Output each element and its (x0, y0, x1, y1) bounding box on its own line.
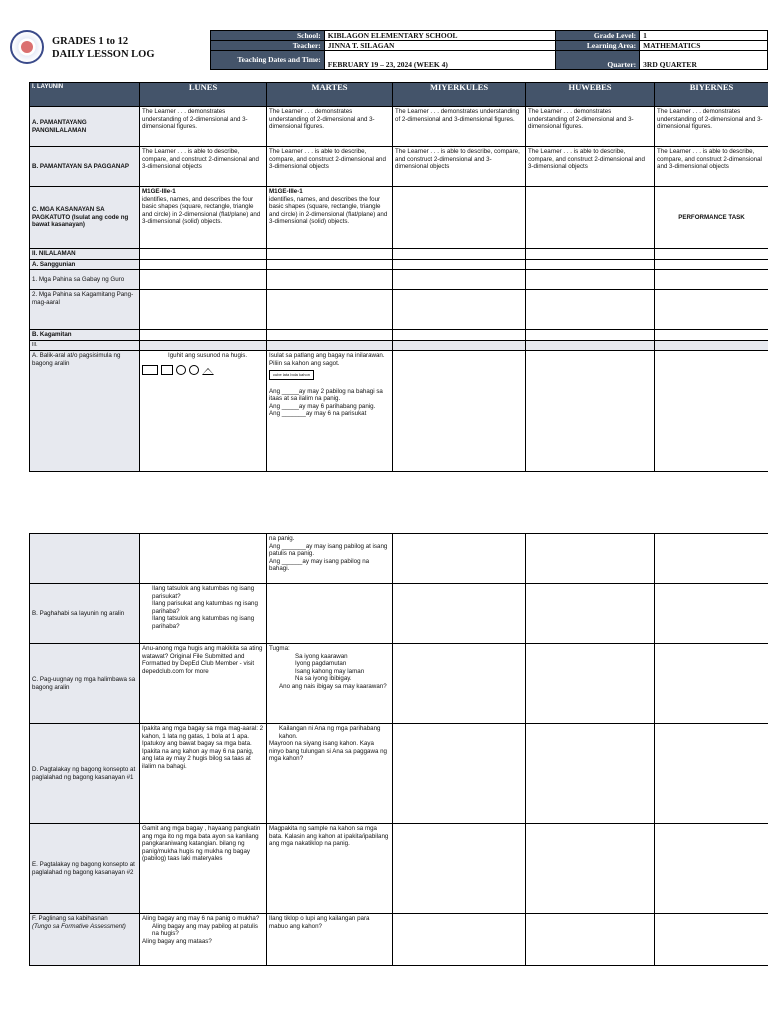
row-label: A. PAMANTAYANG PANGNILALAMAN (30, 107, 140, 147)
day-wednesday: MIYERKULES (393, 83, 526, 107)
cell-tue: The Learner . . . is able to describe, compare, and construct 2-dimensional and 3-dimensional objects (267, 147, 393, 187)
day-header-row (30, 83, 768, 107)
row-label: B. Kagamitan (30, 330, 140, 341)
row-label: II. NILALAMAN (30, 249, 140, 260)
header-row-teacher (211, 41, 768, 51)
row-label: 2. Mga Pahina sa Kagamitang Pang-mag-aaral (30, 290, 140, 330)
row-label: A. Sanggunian (30, 259, 140, 270)
triangle-icon (202, 368, 214, 375)
dates-value: FEBRUARY 19 – 23, 2024 (WEEK 4) (324, 51, 556, 70)
row-gabay-ng-guro (30, 270, 768, 290)
dates-label: Teaching Dates and Time: (211, 51, 325, 70)
row-label: 1. Mga Pahina sa Gabay ng Guro (30, 270, 140, 290)
cell-tue: Isulat sa patlang ang bagay na inilarawan. Piliin sa kahon ang sagot. cube lata bola kahon Ang _____ay may 2 pabilog na bahagi sa itaas at sa ilalim na panig. Ang _____ay may 6 parihabang panig. Ang _______ay may 6 na parisukat (267, 351, 393, 472)
row-label: E. Pagtalakay ng bagong konsepto at paglalahad ng bagong kasanayan #2 (30, 824, 140, 914)
cell-mon (140, 351, 267, 472)
row-balik-aral-continued (30, 534, 768, 584)
form-title (52, 35, 155, 61)
cell-tue: The Learner . . . demonstrates understanding of 2-dimensional and 3-dimensional figures. (267, 107, 393, 147)
performance-task: PERFORMANCE TASK (655, 187, 768, 249)
cell-mon: Ipakita ang mga bagay sa mga mag-aaral: 2 kahon, 1 lata ng gatas, 1 bola at 1 apa. Ipatukoy ang bawat bagay sa mga bata. Ipakita na ang kahon ay may 6 na panig, ang lata ay may 2 hugis bilog sa taas at ilalim na bahagi. (140, 724, 267, 824)
row-label: D. Pagtalakay ng bagong konsepto at paglalahad ng bagong kasanayan #1 (30, 724, 140, 824)
row-kagamitang-pang-mag-aaral (30, 290, 768, 330)
cell-tue: na panig. Ang _______ay may isang pabilog at isang patulis na panig. Ang ______ay may isang pabilog na bahagi. (267, 534, 393, 584)
cell-tue (267, 187, 393, 249)
teacher-value: JINNA T. SILAGAN (324, 41, 556, 51)
layunin-header: I. LAYUNIN (30, 83, 140, 107)
learning-area-label: Learning Area: (556, 41, 640, 51)
row-label: III. (30, 340, 140, 351)
code: M1GE-IIIe-1 (269, 188, 303, 195)
row-label: B. PAMANTAYAN SA PAGGANAP (30, 147, 140, 187)
teacher-label: Teacher: (211, 41, 325, 51)
day-friday: BIYERNES (655, 83, 768, 107)
row-label: C. Pag-uugnay ng mga halimbawa sa bagong aralin (30, 644, 140, 724)
school-value: KIBLAGON ELEMENTARY SCHOOL (324, 31, 556, 41)
cell-wed: The Learner . . . is able to describe, compare, and construct 2-dimensional and 3-dimensional objects (393, 147, 526, 187)
cell-thu: The Learner . . . is able to describe, compare, and construct 2-dimensional and 3-dimensional objects (526, 147, 655, 187)
quarter-label: Quarter: (556, 51, 640, 70)
lesson-log-table-1 (29, 82, 768, 472)
cell-mon: The Learner . . . is able to describe, compare, and construct 2-dimensional and 3-dimensional objects (140, 147, 267, 187)
day-monday: LUNES (140, 83, 267, 107)
row-pag-uugnay (30, 644, 768, 724)
square-icon (142, 365, 158, 375)
row-label: B. Paghahabi sa layunin ng aralin (30, 584, 140, 644)
square-icon (161, 365, 173, 375)
row-kasanayan-sa-pagkatuto (30, 187, 768, 249)
title-line-1: GRADES 1 to 12 (52, 36, 129, 47)
row-paghahabi (30, 584, 768, 644)
row-kagamitan (30, 330, 768, 341)
cell-fri: The Learner . . . demonstrates understanding of 2-dimensional and 3-dimensional figures. (655, 107, 768, 147)
row-label: A. Balik-aral at/o pagsisimula ng bagong aralin (30, 351, 140, 472)
row-sanggunian (30, 259, 768, 270)
deped-seal-icon (10, 30, 44, 64)
header-row-school (211, 31, 768, 41)
cell-mon: Gamit ang mga bagay , hayaang pangkatin ang mga ito ng mga bata ayon sa kanilang pangkaraniwang katangian. bilang ng panig/mukha hugis ng mukha ng bagay (pabilog) taas laki materyales (140, 824, 267, 914)
cell-wed (393, 187, 526, 249)
cell-mon: Ilang tatsulok ang katumbas ng isang parisukat? Ilang parisukat ang katumbas ng isang parihaba? Ilang tatsulok ang katumbas ng isang parihaba? (140, 584, 267, 644)
day-tuesday: MARTES (267, 83, 393, 107)
header (10, 30, 768, 72)
row-label: C. MGA KASANAYAN SA PAGKATUTO (Isulat ang code ng bawat kasanayan) (30, 187, 140, 249)
row-paglinang (30, 914, 768, 966)
day-thursday: HUWEBES (526, 83, 655, 107)
row-pagtalakay-1 (30, 724, 768, 824)
code: M1GE-IIIe-1 (142, 188, 176, 195)
school-label: School: (211, 31, 325, 41)
grade-level-value: 1 (640, 31, 768, 41)
choices-box: cube lata bola kahon (269, 370, 314, 380)
grade-level-label: Grade Level: (556, 31, 640, 41)
row-nilalaman (30, 249, 768, 260)
row-iii (30, 340, 768, 351)
learning-area-value: MATHEMATICS (640, 41, 768, 51)
header-info-table (210, 30, 768, 70)
cell-mon: Anu-anong mga hugis ang makikita sa ating watawat? Original File Submitted and Formatted by DepEd Club Member - visit depedclub.com for more (140, 644, 267, 724)
cell-mon (140, 187, 267, 249)
cell-mon: The Learner . . . demonstrates understanding of 2-dimensional and 3-dimensional figures. (140, 107, 267, 147)
header-row-dates (211, 51, 768, 70)
lesson-log-table-2 (29, 533, 768, 966)
cell-tue: Ilang tiklop o lupi ang kailangan para mabuo ang kahon? (267, 914, 393, 966)
cell-fri: The Learner . . . is able to describe, compare, and construct 2-dimensional and 3-dimensional objects (655, 147, 768, 187)
circle-icon (176, 365, 186, 375)
cell-tue: Magpakita ng sample na kahon sa mga bata. Kalasin ang kahon at ipakita/ipabilang ang mga nakatiklop na panig. (267, 824, 393, 914)
row-pamantayan-sa-pagganap (30, 147, 768, 187)
row-balik-aral (30, 351, 768, 472)
cell-tue: Tugma: Sa iyong kaarawan Iyong pagdamutan Isang kahong may laman Na sa iyong ibibigay. Ano ang nais ibigay sa may kaarawan? (267, 644, 393, 724)
quarter-value: 3RD QUARTER (640, 51, 768, 70)
row-label: F. Paglinang sa kabihasnan (Tungo sa Formative Assessment) (30, 914, 140, 966)
competency-text: identifies, names, and describes the four basic shapes (square, rectangle, triangle and circle) in 2-dimensional (flat/plane) and 3-dimensional (solid) objects. (142, 195, 261, 226)
row-pagtalakay-2 (30, 824, 768, 914)
row-pamantayang-pangnilalaman (30, 107, 768, 147)
cell-mon: Aling bagay ang may 6 na panig o mukha? Aling bagay ang may pabilog at patulis na hugis? Aling bagay ang mataas? (140, 914, 267, 966)
cell-thu: The Learner . . . demonstrates understanding of 2-dimensional and 3-dimensional figures. (526, 107, 655, 147)
circle-icon (189, 365, 199, 375)
cell-wed: The Learner . . . demonstrates understanding of 2-dimensional and 3-dimensional figures. (393, 107, 526, 147)
title-line-2: DAILY LESSON LOG (52, 49, 155, 60)
instruction: Iguhit ang susunod na hugis. (168, 352, 248, 360)
competency-text: identifies, names, and describes the four basic shapes (square, rectangle, triangle and circle) in 2-dimensional (flat/plane) and 3-dimensional (solid) objects. (269, 195, 388, 226)
cell-thu (526, 187, 655, 249)
shape-sequence (142, 365, 264, 375)
cell-tue: Kailangan ni Ana ng mga parihabang kahon. Mayroon na siyang isang kahon. Kaya ninyo bang tulungan si Ana sa paggawa ng mga kahon? (267, 724, 393, 824)
